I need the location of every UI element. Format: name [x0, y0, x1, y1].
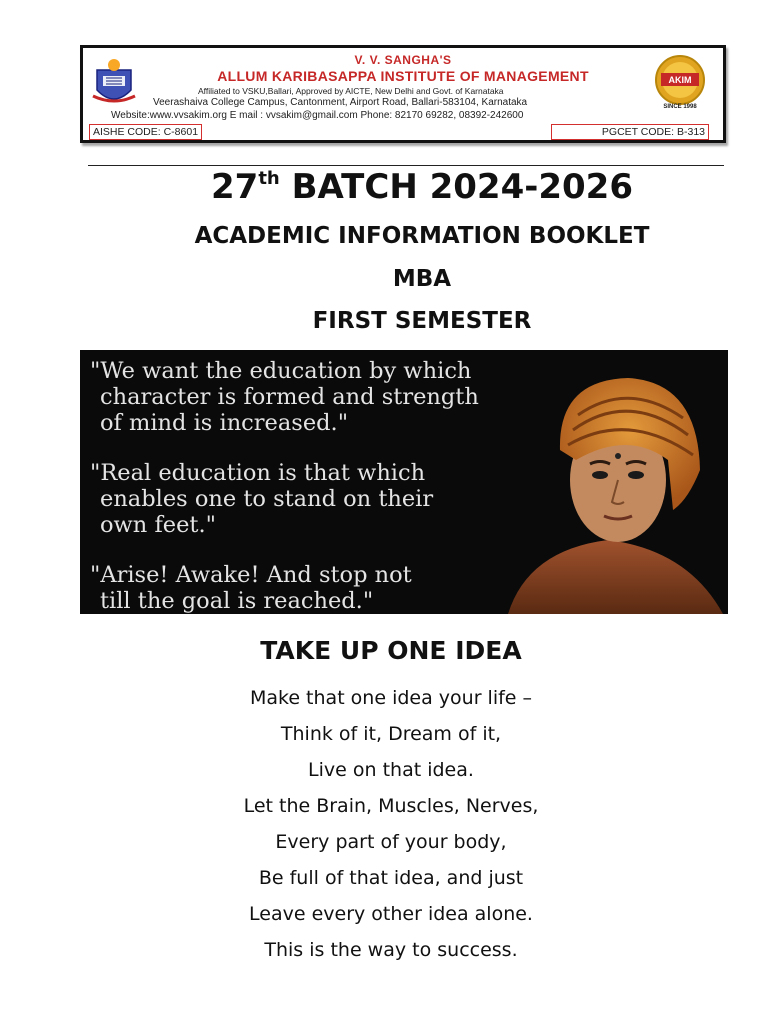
- poem-line: Be full of that idea, and just: [258, 867, 524, 889]
- contact-text: Website:www.vvsakim.org E mail : vvsakim@gmail.com Phone: 82170 69282, 08392-242600: [111, 110, 524, 121]
- address-text: Veerashaiva College Campus, Cantonment, Airport Road, Ballari-583104, Karnataka: [153, 97, 528, 108]
- portrait-image: [488, 350, 728, 614]
- poem-line: Live on that idea.: [308, 759, 474, 781]
- poem-line: Let the Brain, Muscles, Nerves,: [243, 795, 539, 817]
- batch-suffix: th: [258, 168, 280, 189]
- booklet-title: ACADEMIC INFORMATION BOOKLET: [194, 223, 650, 249]
- quote-1-line-1: "We want the education by which: [90, 358, 472, 384]
- quote-2-line-2: enables one to stand on their: [100, 486, 434, 512]
- quotes-block: [90, 358, 530, 614]
- akim-badge-logo: [647, 54, 713, 110]
- affiliation-text: Affiliated to VSKU,Ballari, Approved by AICTE, New Delhi and Govt. of Karnataka: [198, 86, 504, 96]
- batch-title: [0, 167, 768, 207]
- divider-line: [88, 165, 724, 166]
- idea-poem: [0, 684, 768, 972]
- quote-3: [90, 562, 530, 614]
- quote-1-line-2: character is formed and strength: [100, 384, 479, 410]
- quote-2-line-1: "Real education is that which: [90, 460, 426, 486]
- poem-line: Every part of your body,: [275, 831, 507, 853]
- quote-banner: [80, 350, 728, 614]
- badge-since-text: SINCE 1998: [663, 104, 697, 110]
- quote-3-line-1: "Arise! Awake! And stop not: [90, 562, 412, 588]
- institute-name: ALLUM KARIBASAPPA INSTITUTE OF MANAGEMENT: [217, 68, 589, 84]
- aishe-code: AISHE CODE: C-8601: [89, 124, 202, 140]
- semester-title: FIRST SEMESTER: [312, 308, 532, 334]
- quote-1-line-3: of mind is increased.": [100, 410, 349, 436]
- poem-line: This is the way to success.: [264, 939, 518, 961]
- badge-text: AKIM: [668, 75, 692, 85]
- idea-title: TAKE UP ONE IDEA: [260, 636, 522, 665]
- poem-line: Make that one idea your life –: [249, 687, 533, 709]
- quote-2: [90, 460, 530, 538]
- poem-line: Leave every other idea alone.: [249, 903, 533, 925]
- program-title: MBA: [392, 266, 452, 292]
- batch-years: BATCH 2024-2026: [279, 167, 633, 207]
- batch-number: 27: [211, 167, 259, 207]
- org-name: V. V. SANGHA'S: [354, 53, 452, 67]
- poem-line: Think of it, Dream of it,: [280, 723, 502, 745]
- quote-2-line-3: own feet.": [100, 512, 216, 538]
- quote-1: [90, 358, 530, 436]
- pgcet-code: PGCET CODE: B-313: [551, 124, 709, 140]
- quote-3-line-2: till the goal is reached.": [100, 588, 374, 614]
- institute-letterhead: [80, 45, 726, 143]
